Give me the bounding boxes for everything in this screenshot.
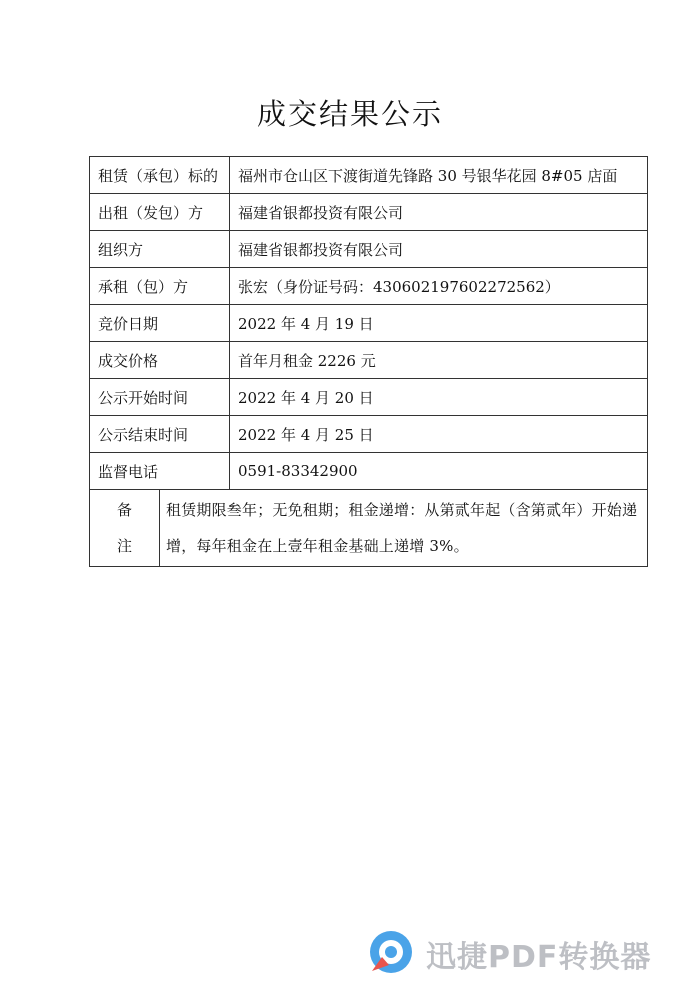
- remarks-label-line2: 注: [116, 537, 132, 555]
- row-label: 监督电话: [90, 453, 230, 490]
- row-label: 承租（包）方: [90, 268, 230, 305]
- table-row: [90, 379, 648, 416]
- watermark: [362, 924, 651, 984]
- document-title: 成交结果公示: [256, 97, 443, 131]
- table-row: [90, 416, 648, 453]
- table-row: [90, 157, 648, 194]
- row-value: 福建省银都投资有限公司: [230, 194, 648, 231]
- remarks-text: 租赁期限叁年；无免租期；租金递增：从第贰年起（含第贰年）开始递增，每年租金在上壹年租金基础上递增 3%。: [160, 490, 648, 567]
- table-row: [90, 305, 648, 342]
- remarks-row: [90, 490, 648, 567]
- row-label: 组织方: [90, 231, 230, 268]
- row-value: 福建省银都投资有限公司: [230, 231, 648, 268]
- table-row: [90, 342, 648, 379]
- table-row: [90, 194, 648, 231]
- row-label: 租赁（承包）标的: [90, 157, 230, 194]
- row-value: 2022 年 4 月 19 日: [230, 305, 648, 342]
- row-value: 福州市仓山区下渡街道先锋路 30 号银华花园 8#05 店面: [230, 157, 648, 194]
- row-label: 公示开始时间: [90, 379, 230, 416]
- xunjie-pdf-logo-icon: [362, 927, 416, 981]
- row-label: 成交价格: [90, 342, 230, 379]
- row-value: 张宏（身份证号码：430602197602272562）: [230, 268, 648, 305]
- row-value: 0591-83342900: [230, 453, 648, 490]
- row-label: 公示结束时间: [90, 416, 230, 453]
- watermark-text: 迅捷PDF转换器: [426, 940, 652, 975]
- table-row: [90, 453, 648, 490]
- row-label: 出租（发包）方: [90, 194, 230, 231]
- row-label: 竞价日期: [90, 305, 230, 342]
- row-value: 2022 年 4 月 25 日: [230, 416, 648, 453]
- table-row: [90, 231, 648, 268]
- result-table: [89, 156, 648, 567]
- row-value: 2022 年 4 月 20 日: [230, 379, 648, 416]
- table-row: [90, 268, 648, 305]
- remarks-label-line1: 备: [116, 501, 132, 519]
- remarks-label: [90, 490, 160, 567]
- row-value: 首年月租金 2226 元: [230, 342, 648, 379]
